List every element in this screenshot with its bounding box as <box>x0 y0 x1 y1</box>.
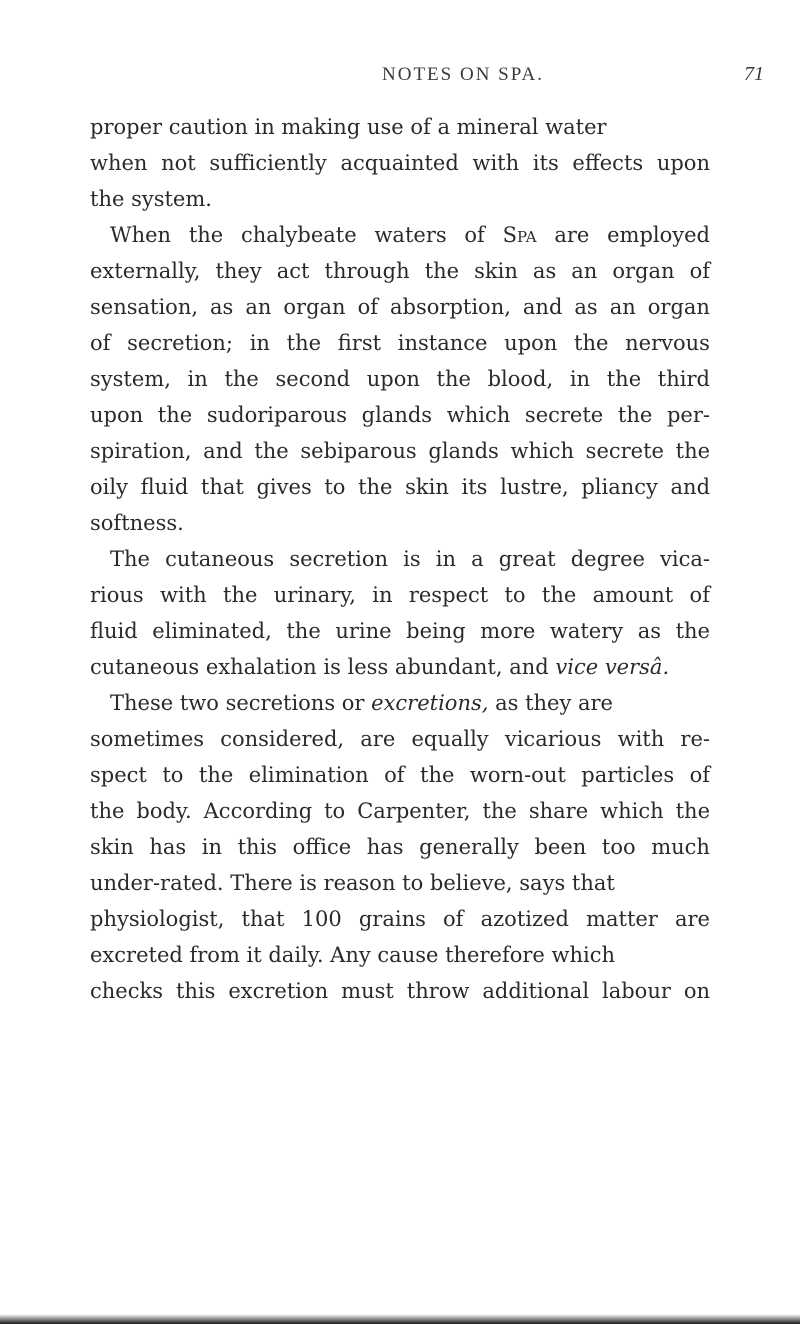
line-text: excreted from it daily. Any cause therefore which <box>90 943 616 967</box>
line-text: system, in the second upon the blood, in the third <box>90 367 710 391</box>
line-text: spiration, and the sebiparous glands which secrete the <box>90 439 711 463</box>
line-text: oily fluid that gives to the skin its lustre, pliancy and <box>90 475 711 499</box>
running-head: NOTES ON SPA. <box>382 64 545 85</box>
line-text: when not sufficiently acquainted with its effects upon <box>90 151 710 175</box>
line-segment: When the chalybeate waters of <box>110 223 503 247</box>
line-segment: cutaneous exhalation is less abundant, and <box>90 655 556 679</box>
italic-phrase: vice versâ. <box>555 655 670 679</box>
line-text <box>110 217 710 253</box>
line-text: physiologist, that 100 grains of azotized matter are <box>90 907 710 931</box>
line-text <box>110 685 613 721</box>
line-text: softness. <box>90 511 184 535</box>
line-text: checks this excretion must throw additional labour on <box>90 979 711 1003</box>
line-text: skin has in this office has generally been too much <box>90 835 710 859</box>
line-text: proper caution in making use of a mineral water <box>90 115 607 139</box>
line-segment: These two secretions or <box>110 691 372 715</box>
line-text: externally, they act through the skin as an organ of <box>90 259 710 283</box>
page-bottom-edge <box>0 1314 800 1324</box>
line-text: The cutaneous secretion is in a great degree vica- <box>110 547 710 571</box>
line-text: upon the sudoriparous glands which secrete the per- <box>90 403 710 427</box>
line-segment: as they are <box>488 691 613 715</box>
line-text: the system. <box>90 187 212 211</box>
italic-phrase: excretions, <box>371 691 489 715</box>
line-text: of secretion; in the first instance upon the nervous <box>90 331 710 355</box>
line-segment: are employed <box>536 223 710 247</box>
line-text: under-rated. There is reason to believe, says that <box>90 871 615 895</box>
line-text <box>90 649 669 685</box>
line-text: sensation, as an organ of absorption, and as an organ <box>90 295 710 319</box>
place-name-smallcaps: Spa <box>502 223 537 247</box>
line-text: fluid eliminated, the urine being more watery as the <box>90 619 710 643</box>
line-text: spect to the elimination of the worn-out particles of <box>90 763 711 787</box>
line-text: sometimes considered, are equally vicarious with re- <box>90 727 710 751</box>
line-text: the body. According to Carpenter, the share which the <box>90 799 711 823</box>
line-text: rious with the urinary, in respect to the amount of <box>90 583 710 607</box>
page-number: 71 <box>744 63 764 85</box>
